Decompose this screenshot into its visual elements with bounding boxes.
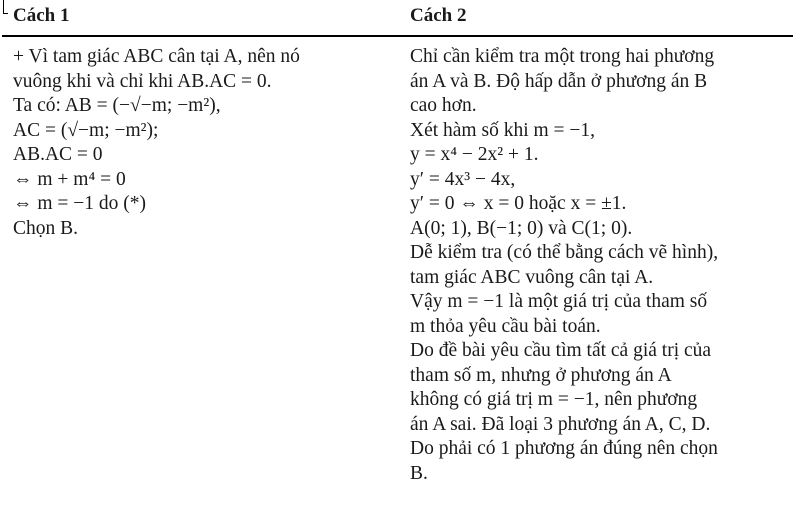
text-line: Vậy m = −1 là một giá trị của tham số [410,291,708,312]
text-line: + Vì tam giác ABC cân tại A, nên nó [13,46,300,67]
column-header-cach-1: Cách 1 [13,5,70,26]
solution-method-1 [13,45,393,241]
text-line: tam giác ABC vuông cân tại A. [410,266,654,288]
text-line: AC = (√−m; −m²); [13,119,159,141]
text-line: y′ = 0 ⇔ x = 0 hoặc x = ±1. [410,193,627,214]
text-line: Do đề bài yêu cầu tìm tất cả giá trị của [410,340,712,361]
text-line: Do phải có 1 phương án đúng nên chọn [410,438,718,459]
solution-method-2 [410,45,800,486]
text-line: y′ = 4x³ − 4x, [410,168,516,190]
margin-mark [3,0,4,14]
text-line: ⇔ m = −1 do (*) [13,193,147,214]
column-header-cach-2: Cách 2 [410,5,467,26]
text-line: Chọn B. [13,217,79,239]
text-line: Xét hàm số khi m = −1, [410,119,596,141]
margin-mark [3,13,8,14]
text-line: cao hơn. [410,95,477,116]
text-line: vuông khi và chỉ khi AB.AC = 0. [13,70,272,92]
text-line: A(0; 1), B(−1; 0) và C(1; 0). [410,217,633,239]
text-line: B. [410,462,428,484]
text-line: y = x⁴ − 2x² + 1. [410,144,539,165]
text-line: án A và B. Độ hấp dẫn ở phương án B [410,70,708,92]
text-line: Chỉ cần kiểm tra một trong hai phương [410,46,715,67]
text-line: Ta có: AB = (−√−m; −m²), [13,95,221,116]
text-line: Dễ kiểm tra (có thể bằng cách vẽ hình), [410,242,719,263]
header-rule [2,35,793,37]
text-line: không có giá trị m = −1, nên phương [410,389,698,410]
text-line: m thỏa yêu cầu bài toán. [410,315,601,337]
text-line: tham số m, nhưng ở phương án A [410,364,672,386]
text-line: AB.AC = 0 [13,144,103,165]
text-line: án A sai. Đã loại 3 phương án A, C, D. [410,413,711,435]
text-line: ⇔ m + m⁴ = 0 [13,168,126,190]
